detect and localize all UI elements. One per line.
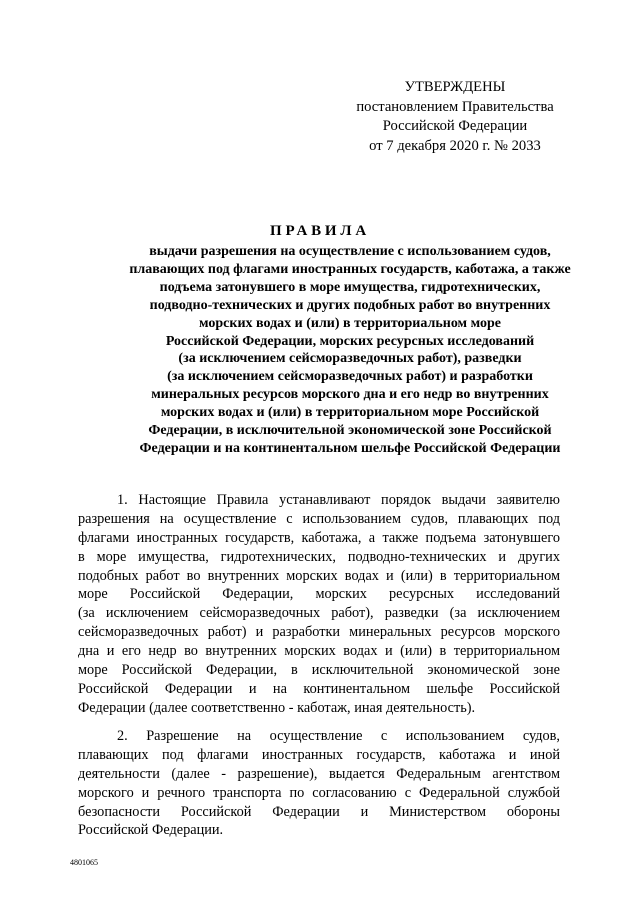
paragraph-line: плавающих под флагами иностранных государств, каботажа и иной: [78, 746, 560, 763]
paragraph-line: безопасности Российской Федерации и Министерством обороны: [78, 803, 560, 820]
approval-date-line: от 7 декабря 2020 г. № 2033: [369, 137, 541, 154]
approval-block: [335, 78, 575, 156]
subtitle-line: Российской Федерации, морских ресурсных исследований: [165, 333, 535, 349]
paragraph-line: деятельности (далее - разрешение), выдается Федеральным агентством: [78, 765, 560, 782]
paragraph-line: в море имущества, гидротехнических, подводно-технических и других: [78, 548, 560, 565]
subtitle-line: морских водах и (или) в территориальном море: [199, 315, 501, 331]
paragraph-line: Российской Федерации.: [78, 822, 224, 839]
paragraph-line: Федерации (далее соответственно - каботаж, иная деятельность).: [78, 699, 476, 716]
subtitle-line: морских водах и (или) в территориальном море Российской: [160, 405, 540, 421]
paragraph-line: флагами иностранных государств, каботажа, а также подъема затонувшего: [78, 529, 560, 546]
paragraph-line: (за исключением сейсморазведочных работ), разведки (за исключением: [78, 605, 560, 622]
document-subtitle: [60, 243, 640, 458]
paragraph-line: дна и его недр во внутренних морских водах и (или) в территориальном: [78, 643, 560, 660]
subtitle-line: выдачи разрешения на осуществление с использованием судов,: [149, 244, 551, 259]
subtitle-line: подводно-технических и других подобных работ во внутренних: [149, 297, 551, 313]
paragraph-line: море Российской Федерации, в исключительной экономической зоне: [78, 662, 560, 679]
approval-heading: УТВЕРЖДЕНЫ: [404, 79, 506, 95]
subtitle-line: Федерации, в исключительной экономической зоне Российской: [148, 423, 552, 439]
paragraph-line: море Российской Федерации, морских ресурсных исследований: [78, 586, 560, 603]
paragraph-line: морского и речного транспорта по согласованию с Федеральной службой: [78, 784, 560, 801]
paragraph-line: подобных работ во внутренних морских водах и (или) в территориальном: [78, 567, 560, 584]
paragraph-line: Российской Федерации и на континентальном шельфе Российской: [78, 680, 560, 697]
subtitle-line: плавающих под флагами иностранных государств, каботажа, а также: [129, 261, 571, 277]
subtitle-line: минеральных ресурсов морского дна и его недр во внутренних: [151, 387, 549, 403]
paragraph-2: [78, 727, 560, 840]
document-title: ПРАВИЛА: [269, 223, 371, 239]
approval-line: Российской Федерации: [382, 118, 528, 134]
approval-line: постановлением Правительства: [356, 98, 554, 115]
paragraph-1: [78, 491, 560, 718]
subtitle-line: подъема затонувшего в море имущества, гидротехнических,: [159, 279, 541, 295]
document-number: 4801065: [70, 858, 98, 867]
paragraph-line: сейсморазведочных работ) и разработки минеральных ресурсов морского: [78, 624, 560, 641]
subtitle-line: (за исключением сейсморазведочных работ) и разработки: [167, 369, 533, 385]
subtitle-line: (за исключением сейсморазведочных работ), разведки: [178, 351, 522, 367]
paragraph-line: разрешения на осуществление с использованием судов, плавающих под: [78, 510, 560, 527]
paragraph-line: 1. Настоящие Правила устанавливают порядок выдачи заявителю: [117, 492, 560, 508]
paragraph-line: 2. Разрешение на осуществление с использованием судов,: [117, 728, 560, 744]
subtitle-line: Федерации и на континентальном шельфе Российской Федерации: [139, 440, 561, 456]
